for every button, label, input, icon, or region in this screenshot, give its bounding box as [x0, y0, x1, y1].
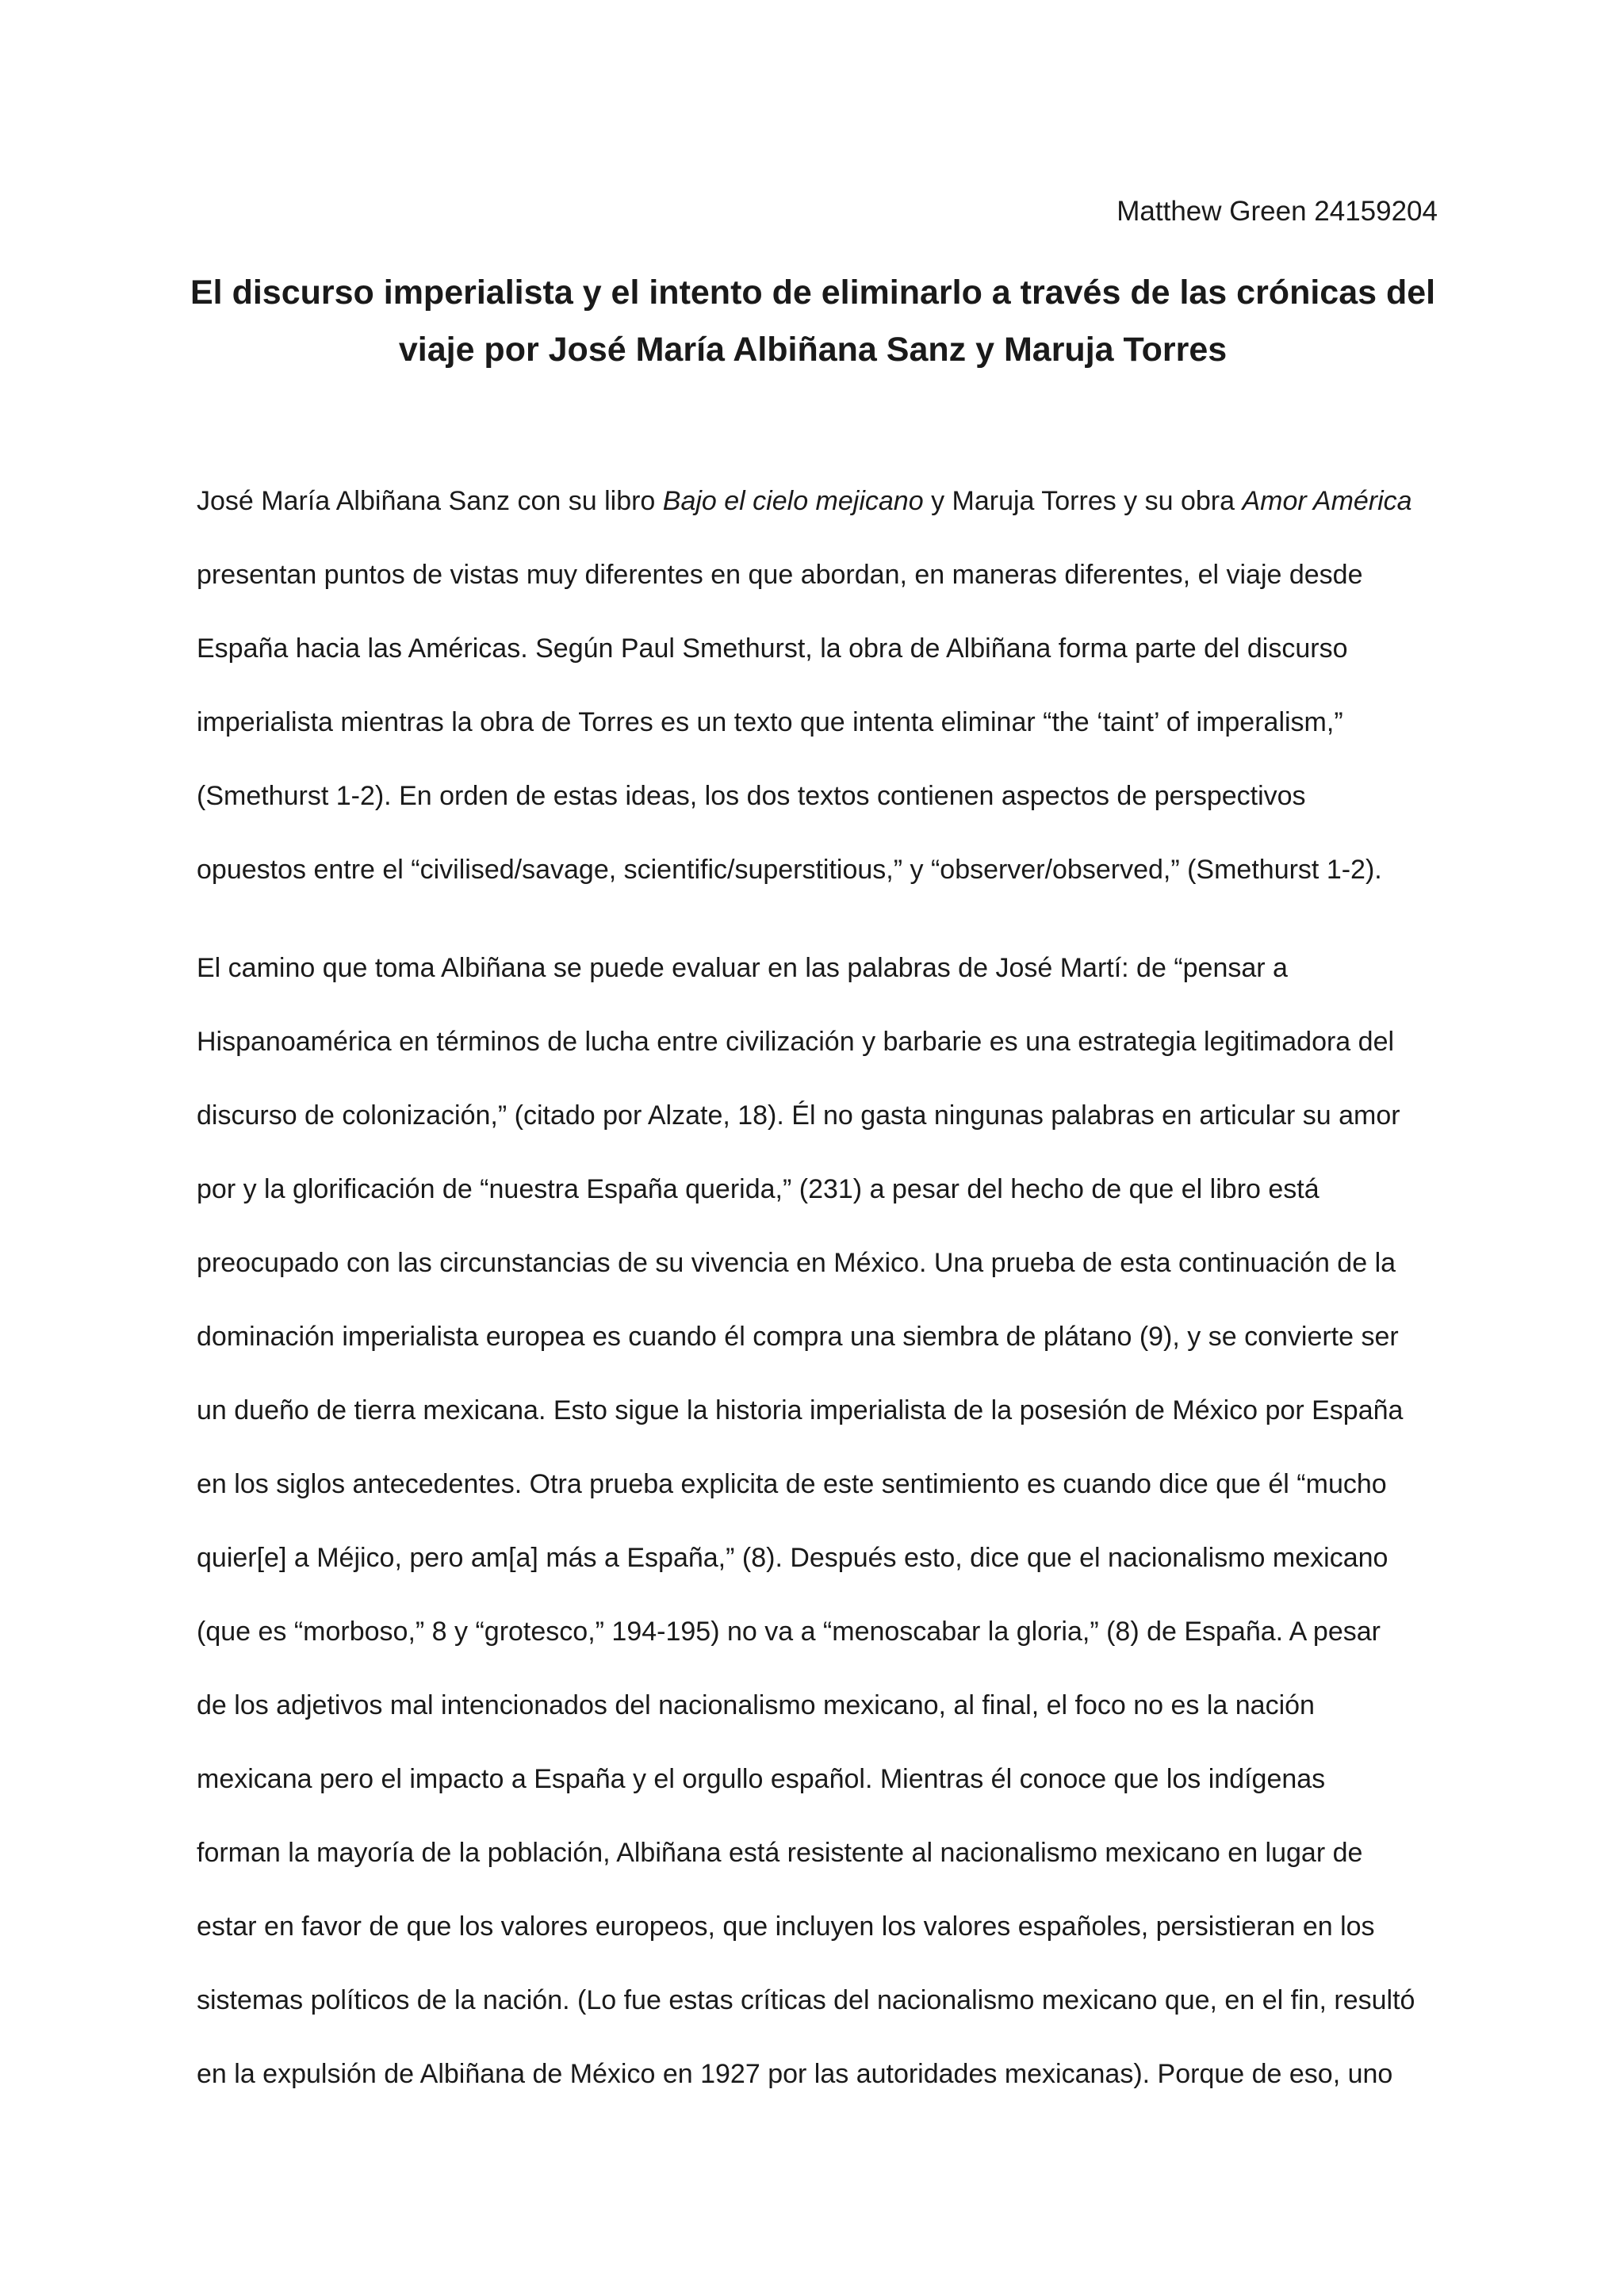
paragraph-line: sistemas políticos de la nación. (Lo fue estas críticas del nacionalismo mexicano que, en el fin, resultó: [197, 1985, 1415, 2015]
book-title-italic: Amor América: [1242, 486, 1412, 516]
paragraph-line: España hacia las Américas. Según Paul Smethurst, la obra de Albiñana forma parte del discurso: [197, 633, 1348, 664]
paragraph-intro: [197, 465, 1450, 907]
title-line: viaje por José María Albiñana Sanz y Maruja Torres: [398, 331, 1228, 369]
author-id-line: Matthew Green 24159204: [1116, 196, 1438, 227]
paragraph-line: presentan puntos de vistas muy diferentes en que abordan, en maneras diferentes, el viaje desde: [197, 560, 1363, 590]
paragraph-line: dominación imperialista europea es cuando él compra una siembra de plátano (9), y se convierte ser: [197, 1322, 1399, 1352]
paragraph-line: por y la glorificación de “nuestra España querida,” (231) a pesar del hecho de que el libro está: [197, 1174, 1320, 1204]
paragraph-line: (que es “morboso,” 8 y “grotesco,” 194-195) no va a “menoscabar la gloria,” (8) de España. A pesar: [197, 1617, 1381, 1647]
paragraph-line: (Smethurst 1-2). En orden de estas ideas, los dos textos contienen aspectos de perspectivos: [197, 781, 1306, 811]
title-line: El discurso imperialista y el intento de eliminarlo a través de las crónicas del: [190, 274, 1436, 312]
paragraph-line: preocupado con las circunstancias de su vivencia en México. Una prueba de esta continuación de la: [197, 1248, 1396, 1278]
book-title-italic: Bajo el cielo mejicano: [662, 486, 924, 516]
paragraph-line: de los adjetivos mal intencionados del nacionalismo mexicano, al final, el foco no es la nación: [197, 1690, 1315, 1720]
paragraph-line: forman la mayoría de la población, Albiñana está resistente al nacionalismo mexicano en lugar de: [197, 1838, 1363, 1868]
paragraph-line: discurso de colonización,” (citado por Alzate, 18). Él no gasta ningunas palabras en articular su amor: [197, 1100, 1400, 1131]
paragraph-line: Hispanoamérica en términos de lucha entre civilización y barbarie es una estrategia legitimadora del: [197, 1027, 1395, 1057]
paragraph-line: un dueño de tierra mexicana. Esto sigue la historia imperialista de la posesión de México por España: [197, 1395, 1404, 1425]
paragraph-line: en la expulsión de Albiñana de México en 1927 por las autoridades mexicanas). Porque de eso, uno: [197, 2059, 1393, 2089]
text-run: y Maruja Torres y su obra: [923, 486, 1243, 516]
paragraph-line: estar en favor de que los valores europeos, que incluyen los valores españoles, persistieran en los: [197, 1911, 1375, 1942]
paragraph-line: imperialista mientras la obra de Torres es un texto que intenta eliminar “the ‘taint’ of imperalism,”: [197, 707, 1343, 737]
paragraph-line: [197, 465, 1450, 538]
paragraph-line: mexicana pero el impacto a España y el orgullo español. Mientras él conoce que los indígenas: [197, 1764, 1326, 1794]
paragraph-albinana: [197, 932, 1450, 2111]
paragraph-line: quier[e] a Méjico, pero am[a] más a España,” (8). Después esto, dice que el nacionalismo mexicano: [197, 1543, 1388, 1573]
text-run: José María Albiñana Sanz con su libro: [197, 486, 663, 516]
paragraph-line: opuestos entre el “civilised/savage, scientific/superstitious,” y “observer/observed,” (Smethurst 1-2).: [197, 855, 1382, 885]
paragraph-line: en los siglos antecedentes. Otra prueba explicita de este sentimiento es cuando dice que él “mucho: [197, 1469, 1387, 1499]
document-title: [190, 264, 1435, 378]
paragraph-line: El camino que toma Albiñana se puede evaluar en las palabras de José Martí: de “pensar a: [197, 953, 1288, 983]
